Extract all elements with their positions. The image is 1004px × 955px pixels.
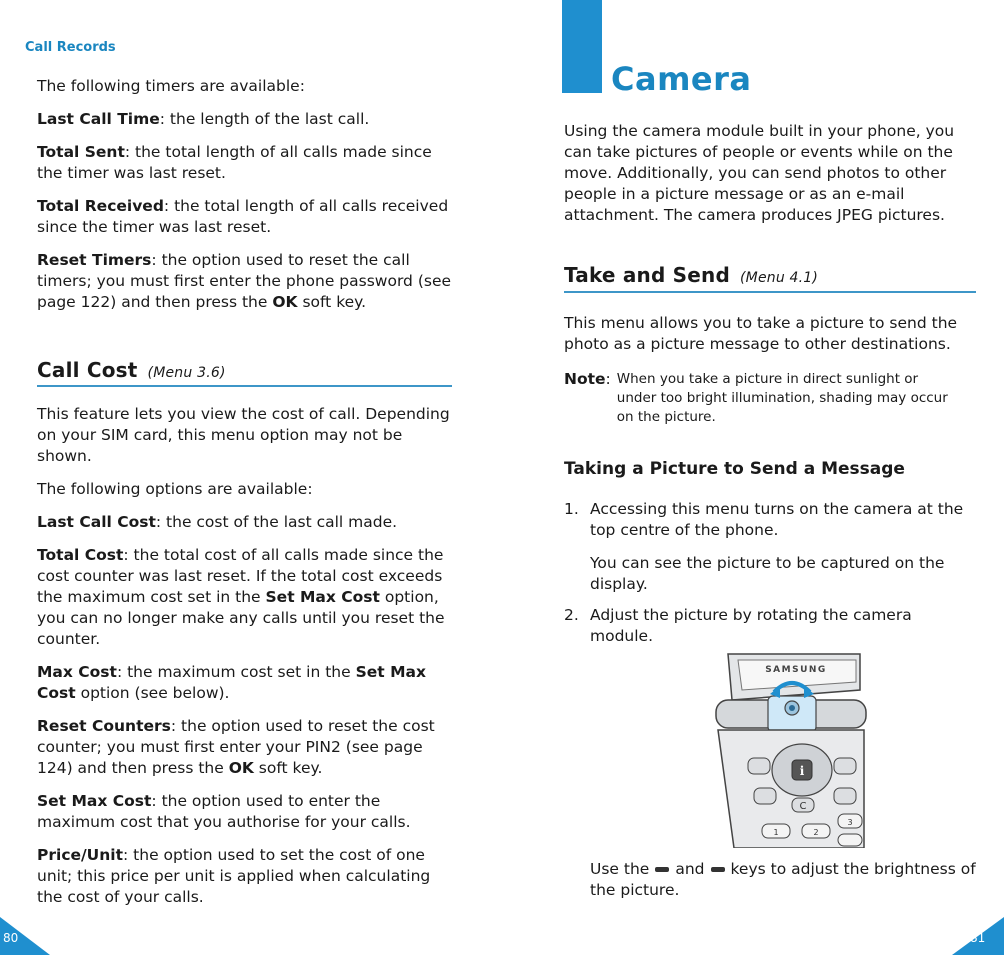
- section-rule: [564, 291, 976, 293]
- option-item: Last Call Cost: the cost of the last call made.: [37, 513, 398, 531]
- phone-brand: SAMSUNG: [765, 665, 827, 675]
- step-extra: You can see the picture to be captured on the display.: [590, 554, 945, 593]
- chapter-title: Camera: [611, 60, 752, 98]
- subheading: Taking a Picture to Send a Message: [564, 459, 905, 479]
- take-send-intro: This menu allows you to take a picture to send the photo as a picture message to other destinations.: [564, 314, 958, 353]
- right-softkey-icon: [711, 867, 725, 872]
- option-item: Price/Unit: the option used to set the cost of one unit; this price per unit is applied when calculating the cost of your calls.: [37, 846, 431, 906]
- svg-text:3: 3: [847, 818, 853, 827]
- timer-item: Reset Timers: the option used to reset the call timers; you must first enter the phone password (see page 122) and then press the OK soft key.: [37, 251, 452, 311]
- running-header: Call Records: [25, 40, 116, 55]
- camera-intro: Using the camera module built in your phone, you can take pictures of people or events while on the move. Additionally, you can send photos to other people in a picture message or as an e-mail attachment. The camera produces JPEG pictures.: [564, 122, 955, 224]
- svg-text:C: C: [799, 801, 807, 812]
- phone-illustration: [710, 652, 870, 848]
- option-item: Set Max Cost: the option used to enter the maximum cost that you authorise for your calls.: [37, 792, 411, 831]
- brightness-instruction: Use the and keys to adjust the brightness of the picture.: [590, 860, 976, 899]
- svg-text:i: i: [799, 764, 805, 778]
- chapter-bar: [562, 0, 602, 93]
- note-label-wrap: Note:: [564, 370, 611, 388]
- left-softkey-icon: [655, 867, 669, 872]
- option-item: Total Cost: the total cost of all calls made since the cost counter was last reset. If the total cost exceeds the maximum cost set in the Set Max Cost option, you can no longer make any calls until you reset the counter.: [37, 546, 445, 648]
- timer-item: Total Received: the total length of all calls received since the timer was last reset.: [37, 197, 449, 236]
- timer-item: Total Sent: the total length of all calls made since the timer was last reset.: [37, 143, 432, 182]
- step-number: 1.: [564, 500, 579, 518]
- step-text: Accessing this menu turns on the camera at the top centre of the phone.: [590, 500, 964, 539]
- call-cost-body: [37, 404, 455, 908]
- step-item: [564, 499, 976, 595]
- page-number-right: 81: [970, 931, 986, 945]
- option-item: Max Cost: the maximum cost set in the Set Max Cost option (see below).: [37, 663, 426, 702]
- note-text: When you take a picture in direct sunlight or under too bright illumination, shading may occur on the picture.: [616, 371, 948, 425]
- option-item: Reset Counters: the option used to reset the cost counter; you must first enter your PIN2 (see page 124) and then press the OK soft key.: [37, 717, 435, 777]
- step-item: [564, 605, 976, 647]
- page-number-left: 80: [3, 931, 19, 945]
- section-rule: [37, 385, 452, 387]
- svg-text:1: 1: [773, 828, 779, 837]
- timers-intro: The following timers are available:: [37, 77, 305, 95]
- section-heading-take-and-send: Take and Send (Menu 4.1): [564, 263, 819, 287]
- note-block: [564, 369, 974, 427]
- timer-item: Last Call Time: the length of the last call.: [37, 110, 370, 128]
- step-number: 2.: [564, 606, 579, 624]
- step-text: Adjust the picture by rotating the camera module.: [590, 606, 912, 645]
- call-cost-intro: This feature lets you view the cost of call. Depending on your SIM card, this menu option may not be shown.: [37, 405, 450, 465]
- left-column: [37, 76, 452, 313]
- steps-list: [564, 499, 976, 647]
- svg-text:2: 2: [813, 828, 819, 837]
- options-intro: The following options are available:: [37, 480, 313, 498]
- section-heading-call-cost: Call Cost (Menu 3.6): [37, 358, 226, 382]
